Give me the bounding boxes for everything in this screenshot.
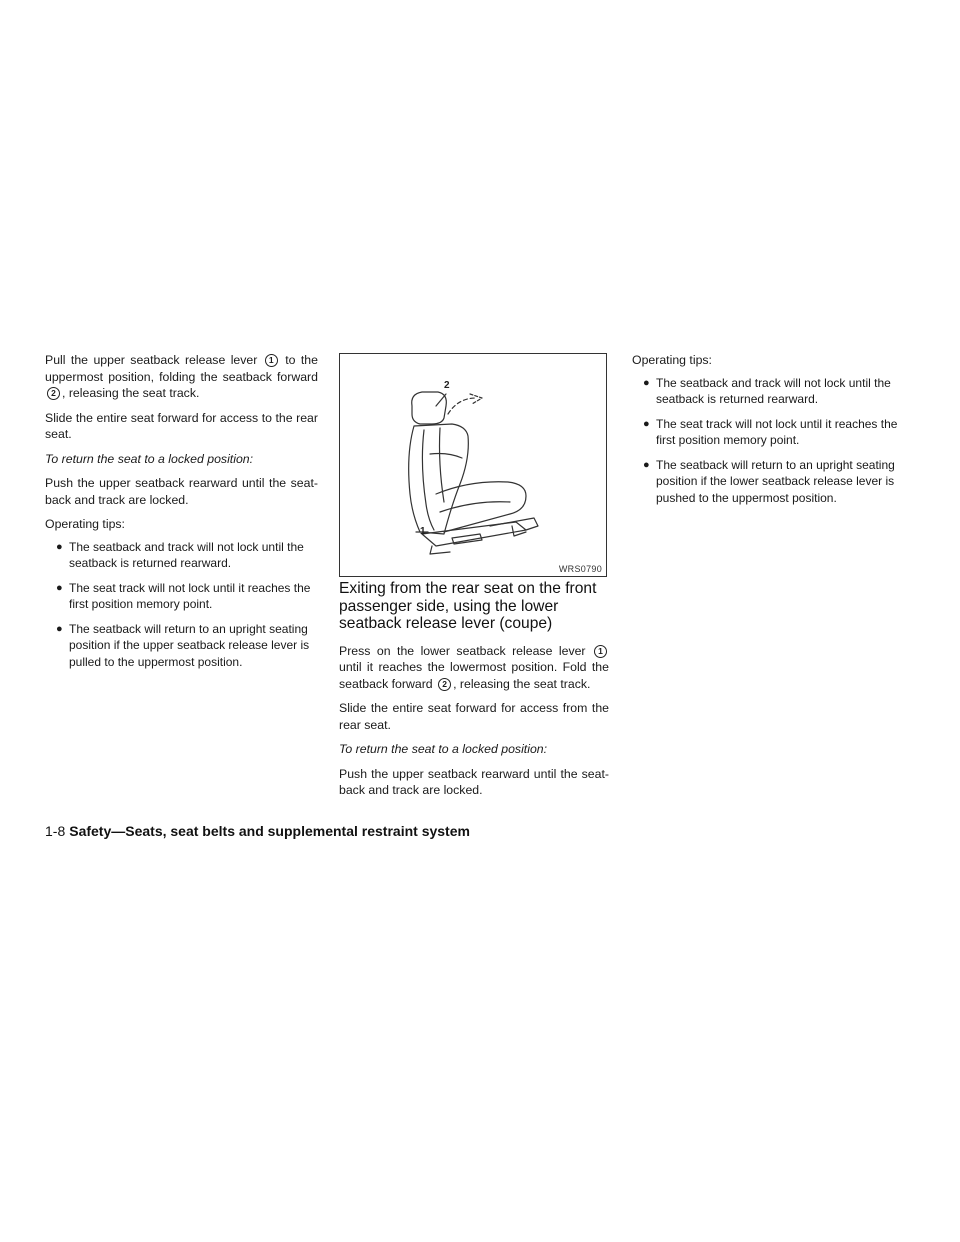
seat-drawing-icon	[340, 354, 606, 576]
text-segment: Pull the upper seatback release lever	[45, 353, 258, 367]
callout-1-icon: 1	[594, 645, 607, 658]
callout-1-icon: 1	[265, 354, 278, 367]
text-segment: , releasing the seat track.	[453, 676, 591, 691]
chapter-title: Safety—Seats, seat belts and supplemental restraint system	[69, 823, 470, 839]
bullet-icon: ●	[56, 581, 63, 594]
text-segment: Press on the lower seatback release lever	[339, 643, 586, 658]
right-column	[632, 352, 904, 514]
callout-2-icon: 2	[47, 387, 60, 400]
list-item: ● The seatback and track will not lock until the seatback is returned rearward.	[56, 539, 304, 570]
list-item: ● The seatback and track will not lock until the seatback is returned rearward.	[643, 375, 891, 406]
bullet-icon: ●	[643, 458, 650, 471]
paragraph-push-seatback: Push the upper seatback rearward until the seat-back and track are locked.	[45, 476, 318, 507]
page-footer	[45, 823, 470, 839]
paragraph-slide-seat: Slide the entire seat forward for access from the rear seat.	[339, 701, 609, 732]
list-item: ● The seat track will not lock until it reaches the first position memory point.	[643, 416, 898, 447]
list-item: ● The seatback will return to an upright seating position if the lower seatback release lever is pushed to the uppermost position.	[643, 457, 895, 505]
bullet-icon: ●	[56, 622, 63, 635]
figure-code: WRS0790	[558, 564, 602, 574]
subheading-return-seat: To return the seat to a locked position:	[45, 451, 254, 466]
figure-callout-2: 2	[444, 380, 450, 391]
text-segment: until it reaches the lowermost position. Fold the seatback forward	[339, 660, 609, 691]
paragraph-lower-lever	[339, 643, 609, 693]
left-column	[45, 352, 318, 678]
list-item: ● The seatback will return to an upright seating position if the upper seatback release lever is pulled to the uppermost position.	[56, 621, 310, 669]
bullet-icon: ●	[643, 417, 650, 430]
middle-column	[339, 580, 609, 807]
operating-tips-list	[45, 539, 318, 671]
bullet-icon: ●	[56, 540, 63, 553]
list-item: ● The seat track will not lock until it reaches the first position memory point.	[56, 580, 311, 611]
operating-tips-list	[632, 375, 904, 507]
section-heading: Exiting from the rear seat on the front passenger side, using the lower seatback release lever (coupe)	[339, 580, 597, 632]
text-segment: to the uppermost position, folding the seatback forward	[45, 353, 318, 384]
figure-callout-1: 1	[420, 526, 426, 537]
subheading-return-seat: To return the seat to a locked position:	[339, 742, 548, 756]
callout-2-icon: 2	[438, 678, 451, 691]
paragraph-slide-seat: Slide the entire seat forward for access to the rear seat.	[45, 410, 318, 441]
page-number: 1-8	[45, 823, 66, 839]
seat-illustration	[339, 353, 607, 577]
text-segment: , releasing the seat track.	[62, 386, 200, 400]
operating-tips-label: Operating tips:	[632, 353, 712, 367]
paragraph-push-seatback: Push the upper seatback rearward until the seat-back and track are locked.	[339, 766, 609, 797]
paragraph-upper-lever	[45, 352, 318, 402]
bullet-icon: ●	[643, 376, 650, 389]
operating-tips-label: Operating tips:	[45, 517, 125, 531]
